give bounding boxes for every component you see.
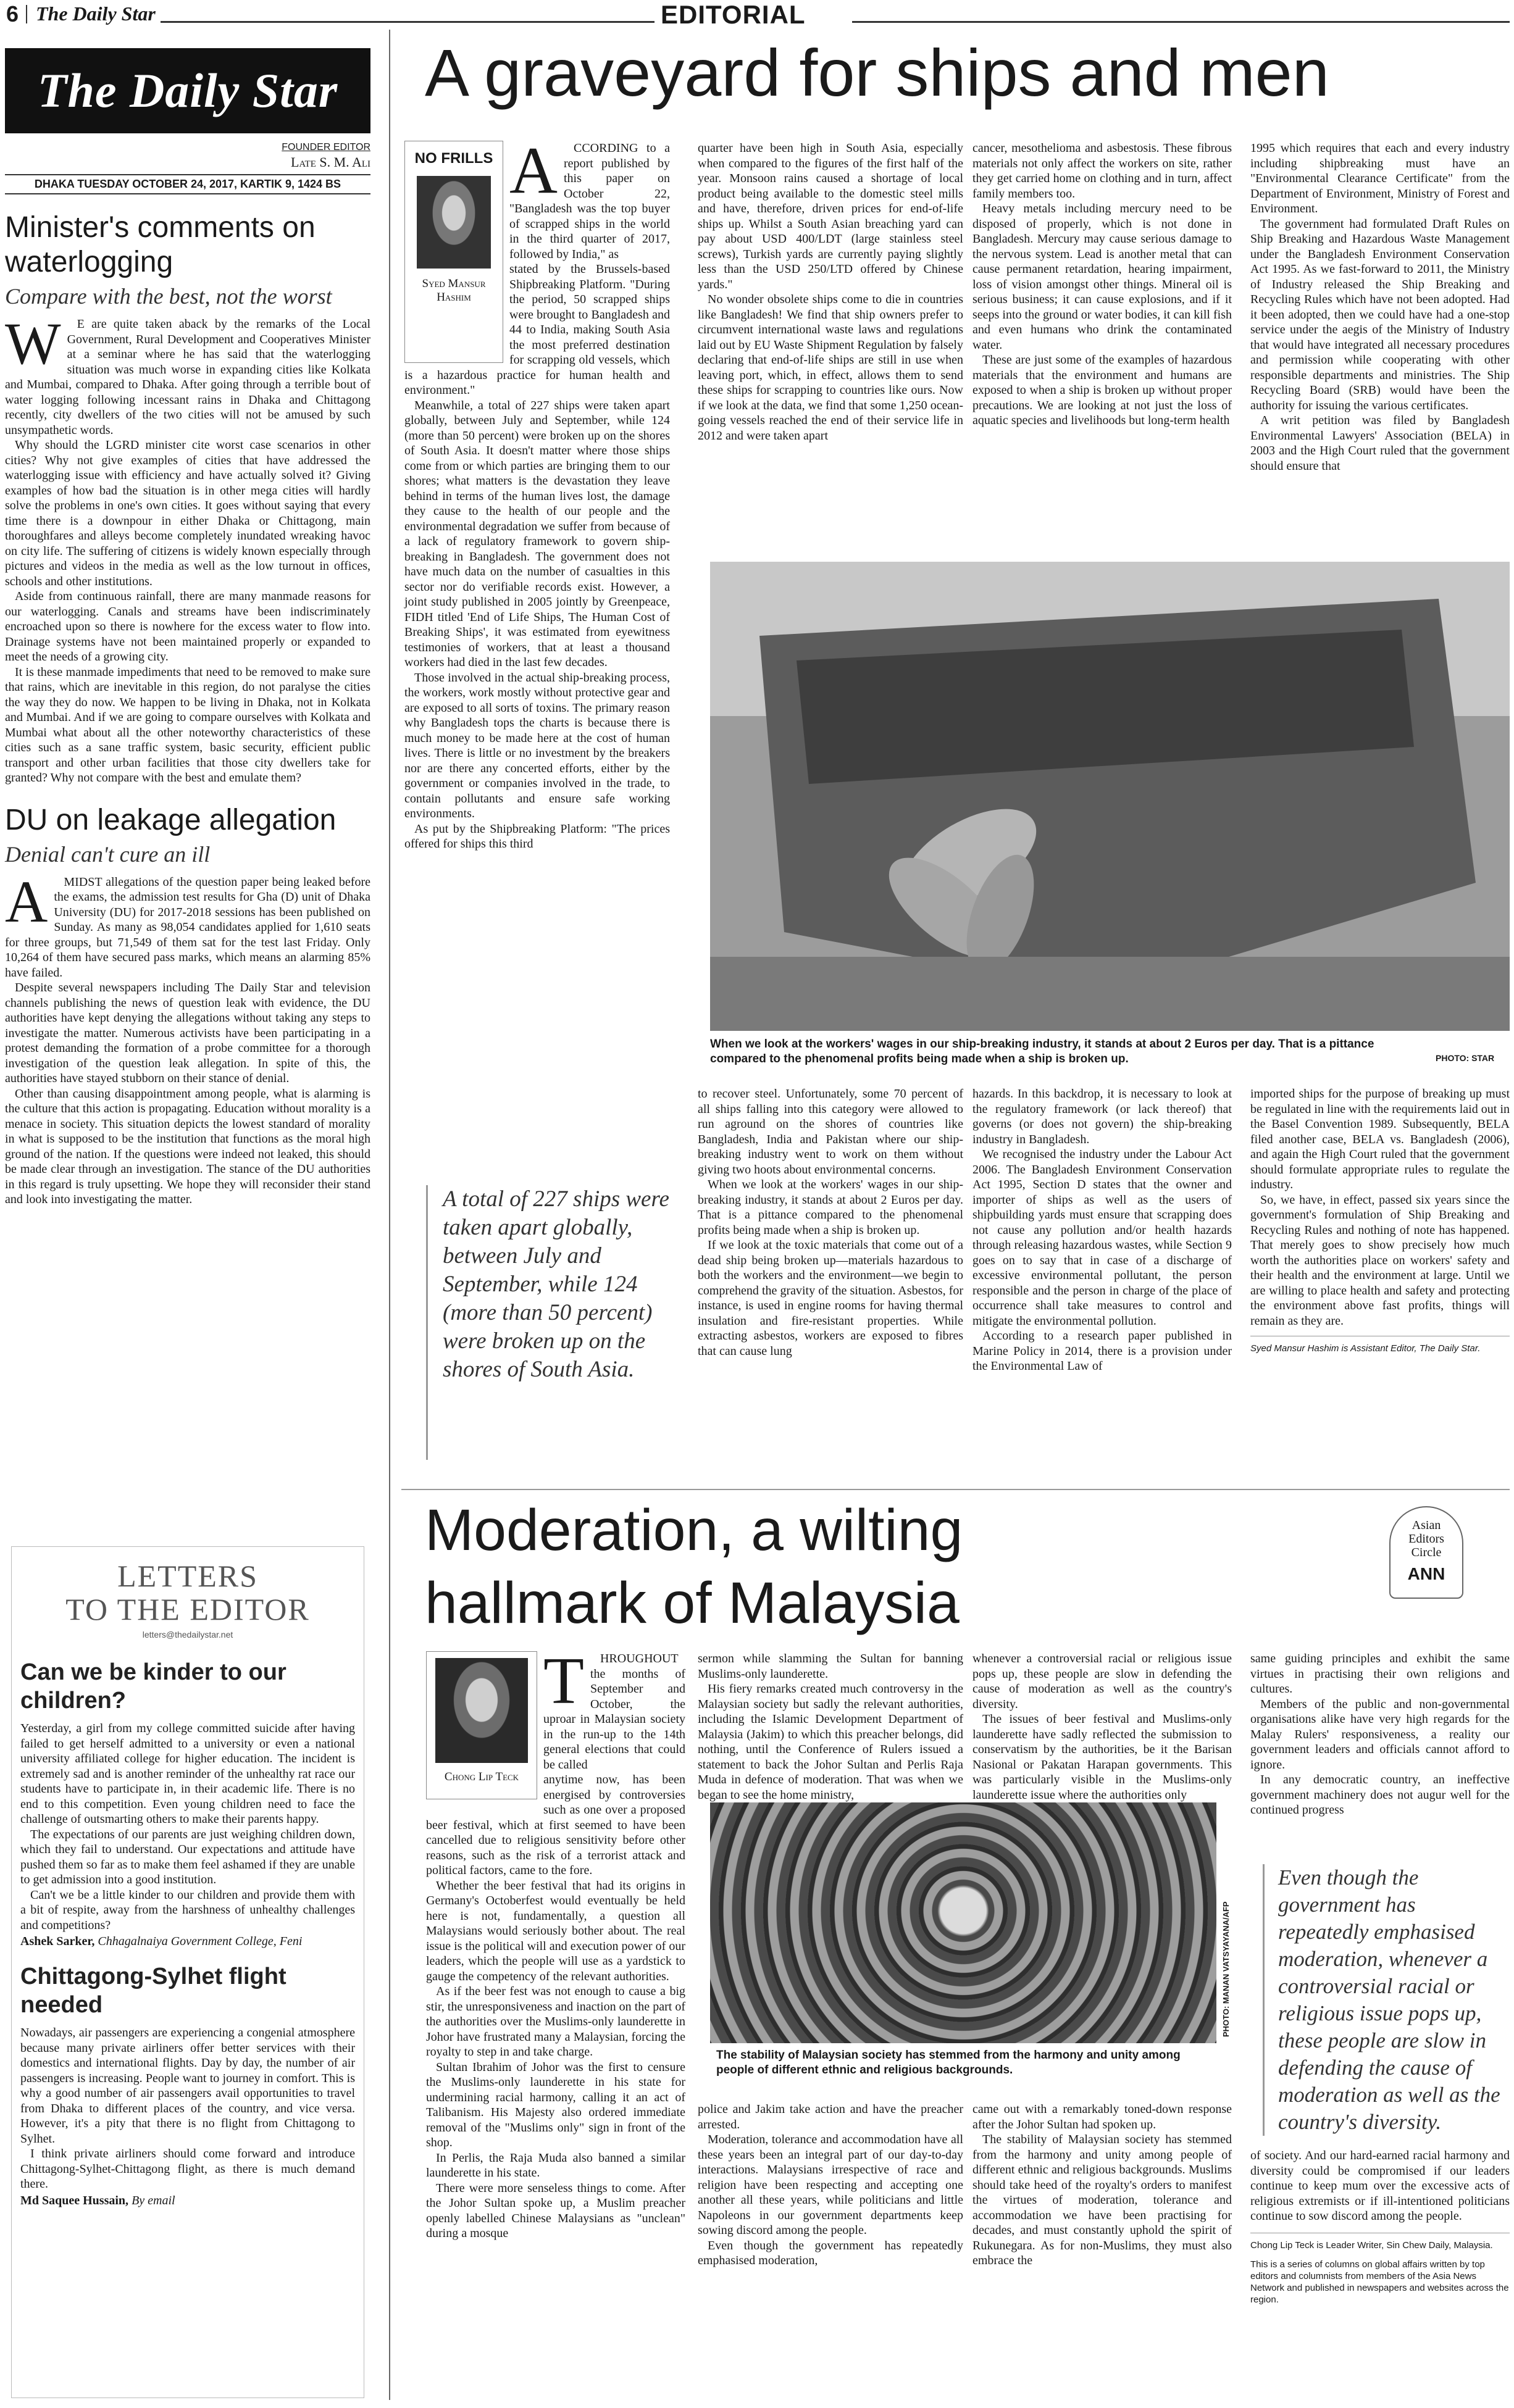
article1-col3 <box>972 141 1232 428</box>
article2-intro: HROUGHOUT the months of September and October, the uproar in Malaysian society in the run-up to the 14th general elections that could be called <box>543 1652 685 1772</box>
article2-col1 <box>426 1644 685 2241</box>
letter2-signature <box>20 2193 355 2208</box>
author-name: Syed Mansur Hashim <box>422 277 486 304</box>
author-photo <box>417 176 491 269</box>
letter1-paragraph: The expectations of our parents are just weighing children down, which they fail to understand. Our expectations and attitude have pushed them so far as to make them feel ashamed if they are unable to get admission into a good institution. <box>20 1827 355 1886</box>
dateline-bar <box>5 174 370 194</box>
column-divider <box>389 30 390 2400</box>
article2-paragraph: came out with a remarkably toned-down response after the Johor Sultan had spoken up. <box>972 2102 1232 2131</box>
article1-paragraph: A writ petition was filed by Bangladesh Environmental Lawyers' Association (BELA) in 2003 and the High Court ruled that the government should ensure that <box>1250 414 1510 473</box>
letter2-headline: Chittagong-Sylhet flight needed <box>20 1964 286 2018</box>
letter1-paragraph: Yesterday, a girl from my college committed suicide after having failed to get herself admitted to a university or even a national university affiliated college for higher education. The incident is extremely sad and is another reminder of the unhealthy rat race our students have to participate in, in their academic life. There is no end to this competition. Even young children need to face the challenge of outsmarting others to make their parents happy. <box>20 1722 355 1826</box>
header-paper-name: The Daily Star <box>36 2 156 25</box>
article1-dropcap: A <box>509 134 558 207</box>
article2-author-note: Chong Lip Teck is Leader Writer, Sin Chew Daily, Malaysia. <box>1250 2239 1493 2251</box>
letter1-signature-place: Chhagalnaiya Government College, Feni <box>98 1935 303 1948</box>
article1-paragraph: stated by the Brussels-based Shipbreaking Platform. "During the period, 50 scrapped ships were brought to Bangladesh and 44 to India, making South Asia the most preferred destination for scrapping old vessels, which is a hazardous practice for human health and environment." <box>404 262 670 397</box>
article1-pullquote: A total of 227 ships were taken apart globally, between July and September, while 124 (more than 50 percent) were broken up on the shores of South Asia. <box>443 1186 669 1382</box>
article2-dropcap: T <box>543 1644 584 1718</box>
ship-illustration <box>710 562 1510 1031</box>
article2-headline-line1: Moderation, a wilting <box>425 1498 963 1563</box>
editorial2-paragraph: Other than causing disappointment among people, what is alarming is the culture that this action is propagating. Education without morality is a menace in society. This situation depicts the lowest standard of morality in what is supposed to be the institution that functions as the moral high ground of the nation. If the questions were indeed not leaked, this should be made clear through an investigation. The stance of the DU authorities in this regard is truly upsetting. We hope they will reconsider their stand and look into investigating the matter. <box>5 1086 370 1206</box>
article1-paragraph: Meanwhile, a total of 227 ships were taken apart globally, between July and September, while 124 (more than 50 percent) were broken up on the shores of South Asia. It doesn't matter where those ships come from or which parties are bringing them to our shores; what matters is the devastation they leave behind in terms of the human lives lost, the damage they cause to the health of our people and the environmental degradation we suffer from because of a lack of regulatory framework to govern ship-breaking in Bangladesh. The government does not have much data on the number of casualties in this sector nor do verifiable records exist. However, a joint study published in 2005 jointly by Greenpeace, FIDH titled 'End of Life Ships, The Human Cost of Breaking Ships', it was estimated from eyewitness testimonies of workers, that at least a thousand workers had died in the last few decades. <box>404 398 670 669</box>
ann-badge-line2: Editors <box>1408 1532 1444 1546</box>
editorial2-paragraph: Despite several newspapers including The Daily Star and television channels publishing the news of question leak with evidence, the DU authorities have kept denying the allegations without taking any steps to investigate the matter. Numerous activists have been participating in a protest demanding the formation of a probe committee for a thorough investigation of the question leak allegation. In spite of this, the authorities have stayed stubborn on their stance of denial. <box>5 981 370 1085</box>
author2-name: Chong Lip Teck <box>444 1770 519 1783</box>
article2-headline <box>425 1494 963 1639</box>
article2-paragraph: same guiding principles and exhibit the same virtues in practising their own religions and cultures. <box>1250 1652 1510 1696</box>
article2-paragraph: The stability of Malaysian society has stemmed from the harmony and unity among people of different ethnic and religious backgrounds. Muslims should take heed of the royalty's orders to manifest the virtues of moderation, tolerance and accommodation we have been practising for decades, and must constantly uphold the spirit of Rukunegara. As for non-Muslims, they must also embrace the <box>972 2133 1232 2267</box>
editorial2-paragraph: MIDST allegations of the question paper being leaked before the exams, the admission test results for Gha (D) unit of Dhaka University (DU) for 2017-2018 sessions has been published on Sunday. As many as 98,054 candidates applied for 1,610 seats for three groups, but 71,549 of them sat for the test last Friday. Only 10,264 of them have secured pass marks, which means an alarming 85% have failed. <box>5 875 370 980</box>
article1-paragraph: If we look at the toxic materials that come out of a dead ship being broken up—materials hazardous to both the workers and the environment—we begin to comprehend the gravity of the situation. Asbestos, for instance, is used in engine rooms for having thermal insulation and fire-resistant properties. While extracting asbestos, workers are exposed to fibres that can cause lung <box>698 1238 963 1358</box>
article1-paragraph: We recognised the industry under the Labour Act 2006. The Bangladesh Environment Conservation Act 1995, Section D states that the owner and importer of ships as well as the users of shipbuilding yards must ensure that scrapping does not cause any pollution and/or health hazards through releasing hazardous wastes, while Section 9 goes on to say that in case of a discharge of excessive environmental pollutant, the person responsible and the person in charge of the place of occurrence shall take measures to control and mitigate the environmental pollution. <box>972 1148 1232 1328</box>
editorial1-paragraph: It is these manmade impediments that need to be removed to make sure that rains, which are inevitable in this region, do not paralyse the cities the way they do now. We happen to be living in Dhaka, not in Kolkata and Mumbai. And if we are going to compare ourselves with Kolkata and Mumbai what about all the other noteworthy characteristics of these cities such as a sane traffic system, basic security, efficient public transport and other urban facilities that those city dwellers take for granted? Why not compare with the best and emulate them? <box>5 665 370 785</box>
author-box <box>404 141 503 363</box>
article2-pullquote: Even though the government has repeatedly emphasised moderation, whenever a controversial racial or religious issue pops up, these people are slow in defending the cause of moderation as well as the country's diversity. <box>1278 1865 1500 2134</box>
letter2-signature-place: By email <box>132 2193 175 2207</box>
article2-paragraph: anytime now, has been energised by controversies such as one over a proposed beer festival, which at first seemed to have been cancelled due to religious sensitivity before other reasons, such as the risk of a terrorist attack and political factors, came to the fore. <box>426 1773 685 1877</box>
article2-lower-col4 <box>1250 2148 1510 2306</box>
article2-headline-line2: hallmark of Malaysia <box>425 1570 960 1636</box>
left-column <box>5 48 370 1207</box>
article1-col4 <box>1250 141 1510 473</box>
letter2-body <box>20 2025 355 2192</box>
article2-col2 <box>698 1651 963 1802</box>
paper-logo: The Daily Star <box>37 64 338 117</box>
letter1-signature-name: Ashek Sarker, <box>20 1935 95 1948</box>
article1-paragraph: quarter have been high in South Asia, especially when compared to the figures of the first half of the year. Monsoon rains caused a shortage of local product being available to the domestic steel mills and have, therefore, driven prices for end-of-life ships up. Whilst a South Asian breaching yard can pay about USD 400/LDT (large stainless steel screws), Turkish yards are currently paying slightly less than the USD 250/LTD offered by Chinese yards." <box>698 141 963 291</box>
letter1-paragraph: Can't we be a little kinder to our children and provide them with a bit of respite, away from the harshness of unhealthy challenges and competitions? <box>20 1888 355 1932</box>
article1-paragraph: The government had formulated Draft Rules on Ship Breaking and Hazardous Waste Management under the Bangladesh Environment Conservation Act 1995. As we fast-forward to 2011, the Ministry of Industry released the Ship Breaking and Recycling Rules which have not been adopted. Had it been adopted, then we could have had a one-stop service under the aegis of the Ministry of Industry that would have integrated all necessary procedures and permission while cooperating with other responsible departments and ministries. The Ship Recycling Board (SRB) would have been the authority for issuing the various certificates. <box>1250 217 1510 412</box>
article2-paragraph: His fiery remarks created much controversy in the Malaysian society but sadly the relevant authorities, including the Islamic Development Department of Malaysia (Jakim) to which this preacher belongs, did nothing, until the Conference of Rulers issued a statement to back the Johor Sultan and Perlis Raja Muda in defence of moderation. That was when we began to see the home ministry, <box>698 1682 963 1802</box>
ann-badge-line1: Asian <box>1412 1519 1441 1532</box>
article1-lower-col2 <box>698 1086 963 1359</box>
letter2-paragraph: I think private airliners should come forward and introduce Chittagong-Sylhet-Chittagong flight, as there is much demand there. <box>20 2147 355 2191</box>
letters-email[interactable]: letters@thedailystar.net <box>142 1630 233 1639</box>
dateline: DHAKA TUESDAY OCTOBER 24, 2017, KARTIK 9, 1424 BS <box>34 178 341 190</box>
article1-paragraph: cancer, mesothelioma and asbestosis. These fibrous materials not only affect the workers on site, rather they get carried home on clothing and in turn, affect family members too. <box>972 141 1232 201</box>
article2-paragraph: whenever a controversial racial or religious issue pops up, these people are slow in defending the cause of moderation as well as the country's diversity. <box>972 1652 1232 1711</box>
page-number: 6 <box>6 1 19 27</box>
ann-badge-line3: Circle <box>1411 1546 1442 1559</box>
editorial1-body <box>5 310 370 786</box>
header-rule-right <box>852 21 1510 23</box>
founder-name: Late S. M. Ali <box>290 154 370 170</box>
article1-paragraph: No wonder obsolete ships come to die in countries like Bangladesh! We find that ship owners prefer to circumvent international waste laws and regulations laid out by EU Waste Shipment Regulation by falsely declaring that end-of-life ships are still in use when leaving port, which, in effect, allows them to send these ships for scrapping to countries like ours. Now if we look at the data, we find that some 1,250 ocean-going vessels reached the end of their service life in 2012 and were taken apart <box>698 293 963 443</box>
article1-paragraph: Heavy metals including mercury need to be disposed of properly, which is not done in Bangladesh. Mercury may cause serious damage to the nervous system. Lead is another metal that can cause permanent retardation, hearing impairment, loss of vision amongst other things. Mineral oil is serious business; it can cause explosions, and if it seeps into the ground or water bodies, it can kill fish and even humans who drink the contaminated water. <box>972 202 1232 352</box>
article1-paragraph: When we look at the workers' wages in our ship-breaking industry, it stands at about 2 Euros per day. That is a pittance compared to the phenomenal profits being made when a ship is broken up. <box>698 1178 963 1237</box>
article2-paragraph: police and Jakim take action and have the preacher arrested. <box>698 2102 963 2131</box>
article2-series-note: This is a series of columns on global affairs written by top editors and columnists from members of the Asia News Network and published in newspapers and websites across the region. <box>1250 2259 1509 2305</box>
letters-heading-line2: TO THE EDITOR <box>65 1592 310 1627</box>
article2-paragraph: In any democratic country, an ineffective government machinery does not augur well for the continued progress <box>1250 1773 1510 1817</box>
article1-paragraph: to recover steel. Unfortunately, some 70 percent of all ships falling into this category were allowed to run aground on the shores of countries like Bangladesh, India and Pakistan where our ship-breaking industry went to work on them without giving two hoots about environmental concerns. <box>698 1087 963 1177</box>
article2-paragraph: of society. And our hard-earned racial harmony and diversity could be compromised if our leaders continue to keep mum over the excessive acts of religious extremists or if ill-intentioned politicians continue to sow discord among the people. <box>1250 2149 1510 2223</box>
article-divider <box>401 1489 1510 1490</box>
editorial2-subhead: Denial can't cure an ill <box>5 841 211 867</box>
article2-col4 <box>1250 1651 1510 1818</box>
article1-paragraph: So, we have, in effect, passed six years since the government's formulation of Ship Breaking and Recycling Rules and nothing of note has happened. That merely goes to show precisely how much worth the authorities place on workers' safety and their health and the environment at large. Until we are willing to place health and safety and protecting the environment above fast profits, things will remain as they are. <box>1250 1193 1510 1328</box>
article1-paragraph: As put by the Shipbreaking Platform: "The prices offered for ships this third <box>404 822 670 851</box>
editorial1-paragraph: Why should the LGRD minister cite worst case scenarios in other cities? Why not give examples of cities that have addressed the waterlogging issue with efficiency and have actually solved it? Giving examples of how bad the situation is in other mega cities will hardly solve the problems in one's own cities. It goes without saying that every time there is a downpour in either Dhaka or Chittagong, main thoroughfares and alleys become completely inundated wreaking havoc on city life. The suffering of citizens is widely known especially through pictures and videos in the media as well as the low turnout in offices, schools and other institutions. <box>5 438 370 588</box>
article1-col2 <box>698 141 963 443</box>
article2-paragraph: In Perlis, the Raja Muda also banned a similar launderette in his state. <box>426 2151 685 2180</box>
article2-paragraph: Whether the beer festival that had its origins in Germany's Octoberfest would eventually be held here is not, fundamentally, a question all Malaysians would seriously bother about. The real issue is the political will and execution power of our leaders, which the people will use as a yardstick to gauge the competency of the relevant authorities. <box>426 1878 685 1983</box>
ann-badge-text <box>1391 1519 1462 1559</box>
article1-intro: CCORDING to a report published by this paper on October 22, "Bangladesh was the top buyer of scrapped ships in the world in the third quarter of 2017, followed by India," as <box>509 141 670 261</box>
article1-col1 <box>404 134 670 852</box>
article1-paragraph: imported ships for the purpose of breaking up must be regulated in line with the requirements laid out in the Basel Convention 1989. Subsequently, BELA filed another case, BELA vs. Bangladesh (2006), and again the High Court ruled that the government should formulate appropriate rules to regulate the industry. <box>1250 1087 1510 1191</box>
article2-paragraph: The issues of beer festival and Muslims-only launderette have sadly reflected the submission to conservatism by the authorities, be it the Barisan Nasional or Pakatan Harapan governments. This was particularly visible in the Muslims-only launderette issue where the authorities only <box>972 1712 1232 1802</box>
article2-paragraph: sermon while slamming the Sultan for banning Muslims-only launderette. <box>698 1652 963 1681</box>
letter1-headline: Can we be kinder to our children? <box>20 1659 286 1714</box>
letter1-signature <box>20 1934 355 1949</box>
article1-paragraph: 1995 which requires that each and every industry including shipbreaking must have an "Environmental Clearance Certificate" from the Department of Environment, Ministry of Forest and Environment. <box>1250 141 1510 215</box>
letters-heading <box>20 1559 355 1626</box>
crowd-photo-caption: The stability of Malaysian society has stemmed from the harmony and unity among people of different ethnic and religious backgrounds. <box>716 2049 1181 2077</box>
article1-paragraph: Those involved in the actual ship-breaking process, the workers, work mostly without protective gear and are exposed to all sorts of toxins. The primary reason why Bangladesh tops the charts is because there is much money to be made here at the cost of human lives. There is little or no investment by the breakers nor are there any concerted efforts, either by the government or companies involved in the trade, to contain pollutants and ensure safe working environments. <box>404 670 670 820</box>
article2-paragraph: Sultan Ibrahim of Johor was the first to censure the Muslims-only launderette in his state for undermining racial harmony, calling it an act of Talibanism. His Majesty also ordered immediate removal of the "Muslims only" sign in front of the shop. <box>426 2060 685 2149</box>
letters-box <box>11 1546 364 2398</box>
editorial1-dropcap: W <box>5 310 61 377</box>
page-number-divider <box>26 5 27 23</box>
crowd-photo-credit: PHOTO: MANAN VATSYAYANA/AFP <box>1221 1901 1231 2037</box>
letters-heading-line1: LETTERS <box>117 1559 258 1593</box>
article2-pullquote-box <box>1263 1864 1510 2136</box>
ann-logo: ANN <box>1407 1564 1445 1583</box>
page-header <box>0 0 1514 30</box>
article1-paragraph: These are just some of the examples of hazardous materials that the environment and humans are exposed to when a ship is broken up without proper precautions. We are looking at not just the loss of aquatic species and livelihoods but long-term health <box>972 353 1232 427</box>
editorial2-dropcap: A <box>5 868 48 935</box>
ship-photo <box>710 562 1510 1031</box>
article1-headline: A graveyard for ships and men <box>425 35 1329 110</box>
article1-pullquote-box <box>426 1185 685 1460</box>
article2-paragraph: There were more senseless things to come. After the Johor Sultan spoke up, a Muslim preacher openly labelled Chinese Malaysians as "unclean" during a mosque <box>426 2181 685 2240</box>
founder-label: FOUNDER EDITOR <box>282 142 370 152</box>
article1-author-note: Syed Mansur Hashim is Assistant Editor, The Daily Star. <box>1250 1343 1481 1354</box>
letter2-paragraph: Nowadays, air passengers are experiencing a congenial atmosphere because many private airliners offer better services with their domestics and international flights. Day by day, the number of air passengers is increasing. People want to journey in comfort. This is why a good number of air passengers avail opportunities to travel from Dhaka to different places of the country, and vice versa. However, it's a pity that there is no flight from Chittagong to Sylhet. <box>20 2026 355 2146</box>
editorial2-body <box>5 868 370 1207</box>
article2-lower-col2 <box>698 2102 963 2268</box>
article1-lower-col4 <box>1250 1086 1510 1354</box>
article2-paragraph: Even though the government has repeatedly emphasised moderation, <box>698 2238 963 2267</box>
ship-photo-caption: When we look at the workers' wages in our ship-breaking industry, it stands at about 2 Euros per day. That is a pittance compared to the phenomenal profits being made when a ship is broken up. <box>710 1038 1374 1065</box>
editorial1-headline: Minister's comments on waterlogging <box>5 211 316 278</box>
article2-paragraph: Moderation, tolerance and accommodation have all these years been an integral part of our day-to-day interactions. Malaysians irrespective of race and religion have been respecting and accepting one another all these years, while politicians and little Napoleons in our government departments keep sowing discord among the people. <box>698 2133 963 2237</box>
letter2-signature-name: Md Saquee Hussain, <box>20 2193 129 2207</box>
editorial1-subhead: Compare with the best, not the worst <box>5 284 332 309</box>
author2-box <box>426 1651 537 1799</box>
article2-paragraph: As if the beer fest was not enough to cause a big stir, the unresponsiveness and inaction on the part of the authorities over the Muslims-only launderette in Johor have frustrated many a Malaysian, forcing the royalty to step in and take charge. <box>426 1985 685 2059</box>
article1-paragraph: According to a research paper published in Marine Policy in 2014, there is a provision under the Environmental Law of <box>972 1329 1232 1373</box>
crowd-photo <box>710 1802 1216 2043</box>
article2-col3 <box>972 1651 1232 1802</box>
editorial2-headline: DU on leakage allegation <box>5 803 337 836</box>
column-label: NO FRILLS <box>414 150 493 167</box>
ann-badge <box>1389 1506 1463 1599</box>
logo-block <box>5 48 370 133</box>
article2-lower-col3 <box>972 2102 1232 2268</box>
article2-paragraph: Members of the public and non-governmental organisations alike have very high regards for the Malay Rulers' responsiveness, a reality our government leaders and officials cannot afford to ignore. <box>1250 1697 1510 1772</box>
article1-lower-col3 <box>972 1086 1232 1374</box>
letter1-body <box>20 1721 355 1933</box>
section-label: EDITORIAL <box>661 0 806 29</box>
header-rule-left <box>161 21 655 23</box>
article1-paragraph: hazards. In this backdrop, it is necessary to look at the regulatory framework (or lack thereof) that governs (or does not govern) the ship-breaking industry in Bangladesh. <box>972 1087 1232 1146</box>
author2-photo <box>435 1658 528 1763</box>
editorial1-paragraph: E are quite taken aback by the remarks of the Local Government, Rural Development and Cooperatives Minister at a seminar where he has said that the waterlogging situation was much worse in expanding cities like Kolkata and Mumbai, compared to Dhaka. After going through a terrible bout of water logging following incessant rains in Dhaka and Chittagong recently, city dwellers of the two cities will not be amused by such unsympathetic words. <box>5 317 370 437</box>
ship-photo-credit: PHOTO: STAR <box>1436 1053 1495 1063</box>
editorial1-paragraph: Aside from continuous rainfall, there are many manmade reasons for our waterlogging. Canals and streams have been indiscriminately encroached upon so there is nowhere for the excess water to flow into. Drainage systems have not been maintained properly or expanded to meet the needs of a growing city. <box>5 590 370 664</box>
